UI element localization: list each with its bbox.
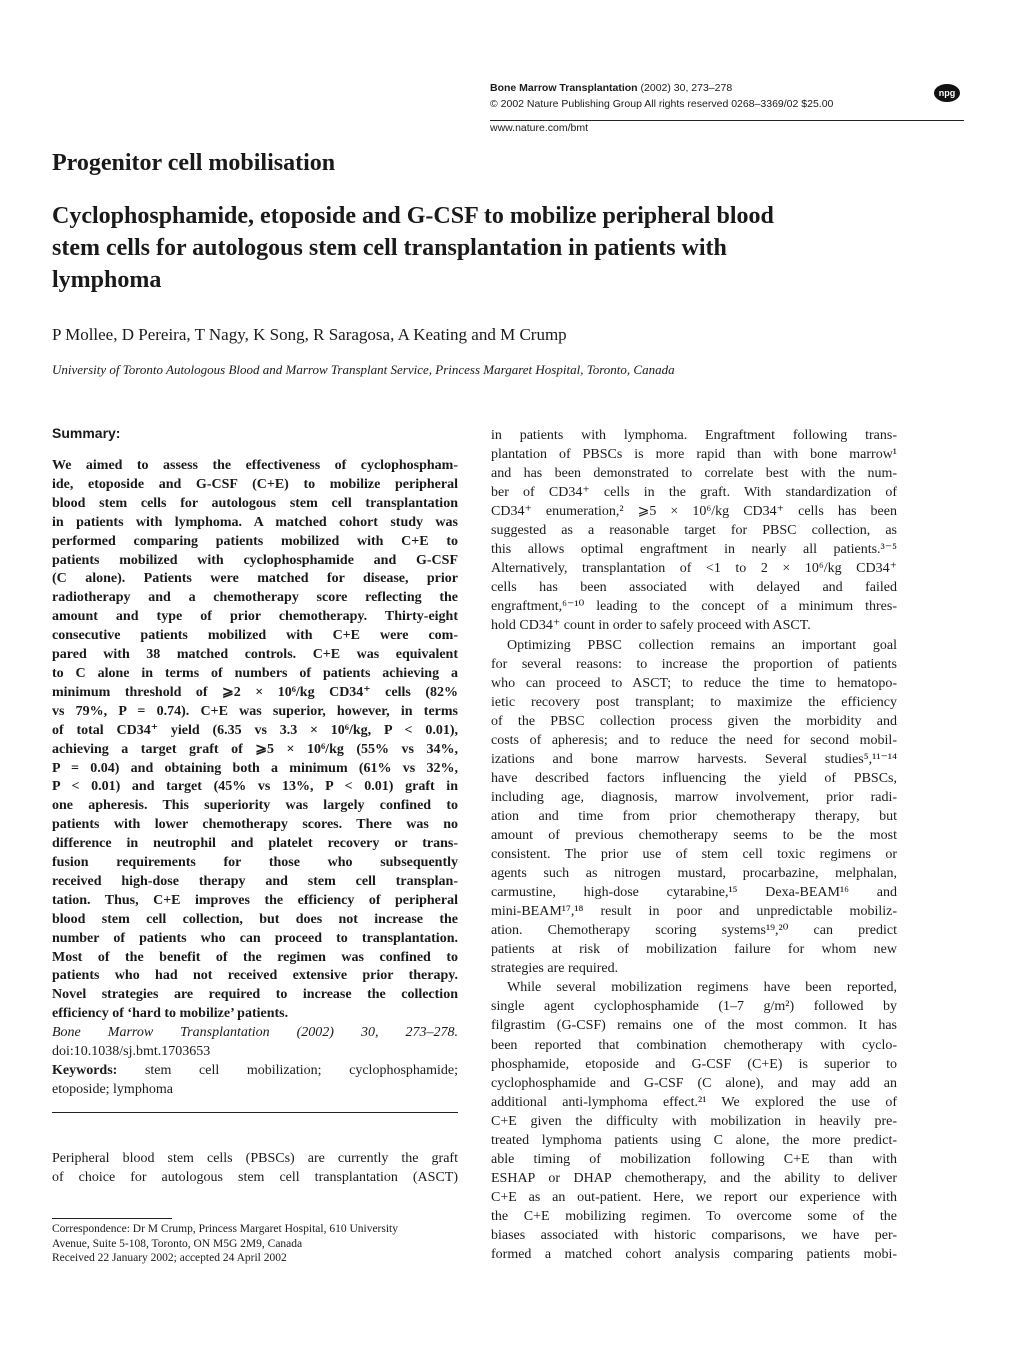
summary-line: amount and type of prior chemotherapy. Thirty-eight — [52, 609, 458, 625]
summary-line: patients who had not received extensive prior therapy. — [52, 968, 458, 984]
body-text-column — [491, 426, 897, 1264]
summary-line: of total CD34⁺ yield (6.35 vs 3.3 × 10⁶/kg, P < 0.01), — [52, 722, 458, 738]
body-line: including age, diagnosis, marrow involvement, prior radi- — [491, 789, 897, 805]
body-line: and has been demonstrated to correlate best with the num- — [491, 466, 897, 482]
summary-line: Most of the benefit of the regimen was confined to — [52, 949, 458, 965]
correspondence-footnote — [52, 1222, 458, 1266]
body-line: for several reasons: to increase the proportion of patients — [491, 656, 897, 672]
body-line: ation. Chemotherapy scoring systems¹⁹,²⁰ can predict — [491, 923, 897, 939]
copyright-line: © 2002 Nature Publishing Group All rights reserved 0268–3369/02 $25.00 — [490, 98, 834, 110]
body-line: who can proceed to ASCT; to reduce the time to hematopo- — [491, 675, 897, 691]
author-list: P Mollee, D Pereira, T Nagy, K Song, R Saragosa, A Keating and M Crump — [52, 325, 567, 344]
body-line: ESHAP or DHAP chemotherapy, and the ability to deliver — [491, 1170, 897, 1186]
body-line: biases associated with historic comparisons, we have per- — [491, 1227, 897, 1243]
header-divider — [490, 120, 964, 121]
summary-line: in patients with lymphoma. A matched cohort study was — [52, 514, 458, 530]
journal-name: Bone Marrow Transplantation — [490, 82, 638, 94]
footnote-line: Received 22 January 2002; accepted 24 April 2002 — [52, 1252, 287, 1264]
footnote-line: Correspondence: Dr M Crump, Princess Margaret Hospital, 610 University — [52, 1223, 399, 1235]
journal-header — [490, 80, 950, 112]
intro-paragraph — [52, 1150, 458, 1188]
body-line: mini-BEAM¹⁷,¹⁸ result in poor and unpredictable mobiliz- — [491, 904, 897, 920]
summary-heading: Summary: — [52, 425, 121, 441]
body-line: treated lymphoma patients using C alone, the more predict- — [491, 1132, 897, 1148]
body-line: cyclophosphamide and G-CSF (C alone), and may add an — [491, 1075, 897, 1091]
body-line: While several mobilization regimens have been reported, — [507, 980, 897, 996]
body-line: carmustine, high-dose cytarabine,¹⁵ Dexa-BEAM¹⁶ and — [491, 885, 897, 901]
body-line: Optimizing PBSC collection remains an important goal — [507, 637, 897, 653]
body-line: hold CD34⁺ count in order to safely proceed with ASCT. — [491, 618, 811, 634]
summary-line: one apheresis. This superiority was largely confined to — [52, 798, 458, 814]
summary-line: P = 0.04) and obtaining both a minimum (61% vs 32%, — [52, 760, 458, 776]
summary-line: Novel strategies are required to increase the collection — [52, 987, 458, 1003]
journal-url[interactable]: www.nature.com/bmt — [490, 122, 589, 134]
affiliation: University of Toronto Autologous Blood and Marrow Transplant Service, Princess Margaret Hospital, Toronto, Canada — [52, 362, 675, 377]
summary-line: performed comparing patients mobilized with C+E to — [52, 533, 458, 549]
body-line: patients at risk of mobilization failure for whom new — [491, 942, 897, 958]
body-line: agents such as nitrogen mustard, procarbazine, melphalan, — [491, 866, 897, 882]
article-title — [52, 200, 952, 296]
body-line: C+E as an out-patient. Here, we report our experience with — [491, 1189, 897, 1205]
section-title: Progenitor cell mobilisation — [52, 150, 336, 176]
citation-line: Bone Marrow Transplantation (2002) 30, 273–278. — [52, 1025, 458, 1041]
summary-line: efficiency of ‘hard to mobilize’ patients. — [52, 1006, 289, 1022]
body-line: been reported that combination chemotherapy with cyclo- — [491, 1037, 897, 1053]
summary-line: to C alone in terms of numbers of patients achieving a — [52, 665, 458, 681]
body-line: ietic recovery post transplant; to maximize the efficiency — [491, 694, 897, 710]
journal-year-volume-pages: (2002) 30, 273–278 — [637, 82, 733, 94]
body-line: CD34⁺ enumeration,² ⩾5 × 10⁶/kg CD34⁺ cells has been — [491, 504, 897, 520]
summary-line: minimum threshold of ⩾2 × 10⁶/kg CD34⁺ cells (82% — [52, 684, 458, 700]
summary-divider — [52, 1112, 458, 1113]
summary-line: blood stem cells for autologous stem cell transplantation — [52, 495, 458, 511]
body-line: izations and bone marrow harvests. Several studies⁵,¹¹⁻¹⁴ — [491, 751, 897, 767]
summary-line: difference in neutrophil and platelet recovery or trans- — [52, 836, 458, 852]
body-line: single agent cyclophosphamide (1–7 g/m²) followed by — [491, 999, 897, 1015]
body-line: plantation of PBSCs is more rapid than with bone marrow¹ — [491, 447, 897, 463]
summary-line: number of patients who can proceed to transplantation. — [52, 930, 458, 946]
summary-line: consecutive patients mobilized with C+E were com- — [52, 628, 458, 644]
body-line: this allows optimal engraftment in nearly all patients.³⁻⁵ — [491, 542, 897, 558]
keywords-label: Keywords: — [52, 1063, 118, 1078]
body-line: the C+E mobilizing regimen. To overcome some of the — [491, 1208, 897, 1224]
summary-line: patients mobilized with cyclophosphamide and G-CSF — [52, 552, 458, 568]
body-line: costs of apheresis; and to reduce the need for second mobil- — [491, 732, 897, 748]
body-line: in patients with lymphoma. Engraftment following trans- — [491, 428, 897, 443]
body-line: of the PBSC collection process given the morbidity and — [491, 713, 897, 729]
summary-line: achieving a target graft of ⩾5 × 10⁶/kg (55% vs 34%, — [52, 741, 458, 757]
title-line: Cyclophosphamide, etoposide and G-CSF to mobilize peripheral blood — [52, 203, 774, 229]
summary-line: fusion requirements for those who subsequently — [52, 855, 458, 871]
body-line: strategies are required. — [491, 961, 619, 977]
body-line: formed a matched cohort analysis comparing patients mobi- — [491, 1247, 897, 1263]
summary-line: blood stem cell collection, but does not increase the — [52, 911, 458, 927]
summary-line: pared with 38 matched controls. C+E was equivalent — [52, 647, 458, 663]
npg-logo-icon: npg — [934, 84, 960, 102]
summary-line: radiotherapy and a chemotherapy score reflecting the — [52, 590, 458, 606]
body-line: phosphamide, etoposide and G-CSF (C+E) is superior to — [491, 1056, 897, 1072]
footnote-line: Avenue, Suite 5-108, Toronto, ON M5G 2M9, Canada — [52, 1237, 303, 1250]
body-line: filgrastim (G-CSF) remains one of the most common. It has — [491, 1018, 897, 1034]
summary-line: received high-dose therapy and stem cell transplan- — [52, 873, 458, 889]
body-line: additional anti-lymphoma effect.²¹ We explored the use of — [491, 1094, 897, 1110]
body-line: have described factors influencing the yield of PBSCs, — [491, 770, 897, 786]
journal-citation — [490, 80, 950, 96]
summary-line: (C alone). Patients were matched for disease, prior — [52, 571, 458, 587]
title-line: stem cells for autologous stem cell transplantation in patients with — [52, 235, 727, 261]
summary-line: We aimed to assess the effectiveness of cyclophospham- — [52, 458, 458, 473]
body-line: suggested as a reasonable target for PBSC collection, as — [491, 523, 897, 539]
body-line: ation and time from prior chemotherapy therapy, but — [491, 808, 897, 824]
summary-line: tation. Thus, C+E improves the efficiency of peripheral — [52, 892, 458, 908]
summary-line: patients with lower chemotherapy scores. There was no — [52, 817, 458, 833]
body-line: ber of CD34⁺ cells in the graft. With standardization of — [491, 485, 897, 501]
doi-line: doi:10.1038/sj.bmt.1703653 — [52, 1044, 211, 1060]
intro-line: Peripheral blood stem cells (PBSCs) are currently the graft — [52, 1151, 458, 1166]
keywords-text: stem cell mobilization; cyclophosphamide; — [117, 1063, 458, 1078]
title-line: lymphoma — [52, 267, 162, 293]
body-line: cells has been associated with delayed and failed — [491, 580, 897, 596]
keywords-line-2: etoposide; lymphoma — [52, 1081, 173, 1097]
summary-section — [52, 425, 458, 1100]
summary-line: P < 0.01) and target (45% vs 13%, P < 0.01) graft in — [52, 779, 458, 795]
keywords-line — [52, 1062, 458, 1081]
footnote-divider — [52, 1218, 172, 1219]
summary-line: ide, etoposide and G-CSF (C+E) to mobilize peripheral — [52, 476, 458, 492]
intro-line: of choice for autologous stem cell transplantation (ASCT) — [52, 1169, 458, 1185]
body-line: C+E given the difficulty with mobilization in heavily pre- — [491, 1113, 897, 1129]
body-line: consistent. The prior use of stem cell toxic regimens or — [491, 847, 897, 863]
body-line: engraftment,⁶⁻¹⁰ leading to the concept of a minimum thres- — [491, 599, 897, 615]
body-line: able timing of mobilization following C+E than with — [491, 1151, 897, 1167]
summary-line: vs 79%, P = 0.74). C+E was superior, however, in terms — [52, 703, 458, 719]
body-line: amount of previous chemotherapy seems to be the most — [491, 827, 897, 843]
body-line: Alternatively, transplantation of <1 to 2 × 10⁶/kg CD34⁺ — [491, 561, 897, 577]
summary-text — [52, 457, 458, 1024]
